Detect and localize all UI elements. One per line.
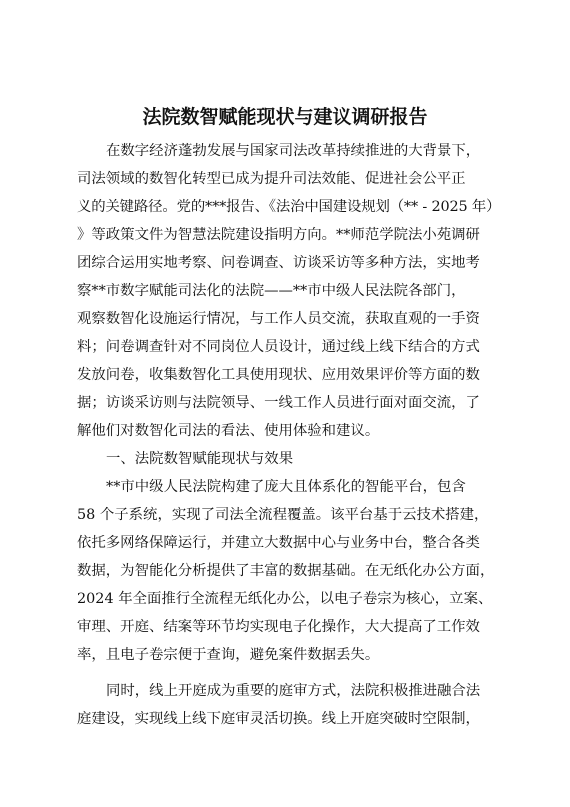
- paragraph-3-line-1: 同时，线上开庭成为重要的庭审方式，法院积极推进融合法: [106, 683, 481, 699]
- paragraph-1-line-6: 察**市数字赋能司法化的法院——**市中级人民法院各部门，: [77, 283, 466, 299]
- paragraph-1-line-2: 司法领域的数智化转型已成为提升司法效能、促进社会公平正: [77, 171, 466, 187]
- paragraph-1-line-10: 据；访谈采访则与法院领导、一线工作人员进行面对面交流，了: [77, 395, 480, 411]
- paragraph-2-line-4: 数据，为智能化分析提供了丰富的数据基础。在无纸化办公方面，: [77, 563, 495, 579]
- paragraph-2-line-2: 58 个子系统，实现了司法全流程覆盖。该平台基于云技术搭建，: [77, 507, 489, 523]
- paragraph-1-line-7: 观察数智化设施运行情况，与工作人员交流，获取直观的一手资: [77, 311, 480, 327]
- paragraph-3-line-2: 庭建设，实现线上线下庭审灵活切换。线上开庭突破时空限制，: [77, 711, 480, 727]
- paragraph-1-line-8: 料；问卷调查针对不同岗位人员设计，通过线上线下结合的方式: [77, 339, 480, 355]
- paragraph-1-line-4: 》等政策文件为智慧法院建设指明方向。**师范学院法小苑调研: [77, 227, 480, 243]
- paragraph-2-line-6: 审理、开庭、结案等环节均实现电子化操作，大大提高了工作效: [77, 619, 480, 635]
- section-heading: 一、法院数智赋能现状与效果: [106, 451, 294, 467]
- paragraph-1-line-11: 解他们对数智化司法的看法、使用体验和建议。: [77, 423, 380, 439]
- paragraph-2-line-7: 率，且电子卷宗便于查询，避免案件数据丢失。: [77, 647, 380, 663]
- paragraph-1-line-9: 发放问卷，收集数智化工具使用现状、应用效果评价等方面的数: [77, 367, 480, 383]
- paragraph-2-line-1: **市中级人民法院构建了庞大且体系化的智能平台，包含: [106, 479, 466, 495]
- document-title: 法院数智赋能现状与建议调研报告: [142, 106, 428, 128]
- paragraph-1-line-3: 义的关键路径。党的***报告、《法治中国建设规划（** - 2025 年）: [77, 199, 501, 215]
- paragraph-1-line-1: 在数字经济蓬勃发展与国家司法改革持续推进的大背景下，: [106, 143, 481, 159]
- paragraph-2-line-3: 依托多网络保障运行，并建立大数据中心与业务中台，整合各类: [77, 535, 480, 551]
- paragraph-2-line-5: 2024 年全面推行全流程无纸化办公，以电子卷宗为核心，立案、: [77, 591, 493, 607]
- paragraph-1-line-5: 团综合运用实地考察、问卷调查、访谈采访等多种方法，实地考: [77, 255, 480, 271]
